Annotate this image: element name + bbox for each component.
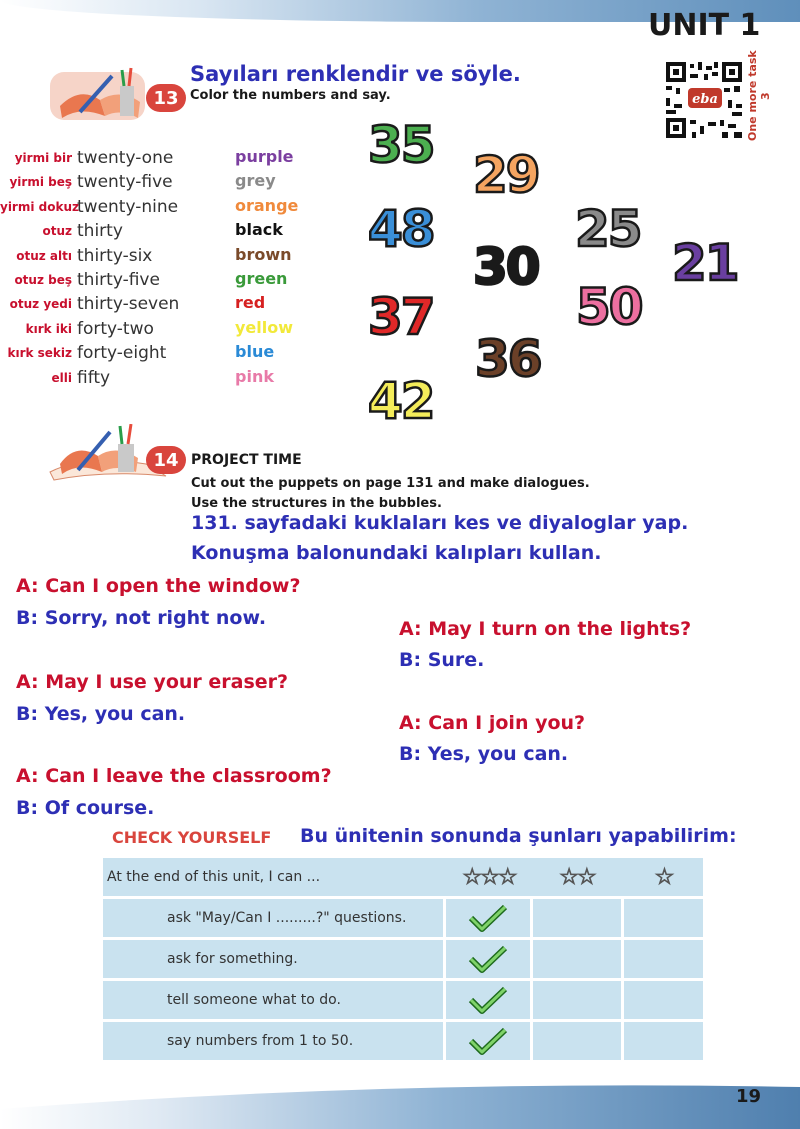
colored-number: 36 <box>475 330 541 388</box>
color-name: black <box>235 220 283 240</box>
dialogue-line-b: B: Sure. <box>399 649 485 671</box>
three-stars-icon: ☆☆☆ <box>462 864 516 890</box>
can-do-statement: say numbers from 1 to 50. <box>103 1022 443 1060</box>
checkmark-icon[interactable] <box>446 981 530 1019</box>
color-name: pink <box>235 366 274 386</box>
rating-cell-two[interactable] <box>533 981 621 1019</box>
color-name: green <box>235 268 288 288</box>
colored-number: 48 <box>368 200 434 258</box>
can-do-statement: ask for something. <box>103 940 443 978</box>
rating-cell-two[interactable] <box>533 899 621 937</box>
check-yourself-table <box>103 858 703 1063</box>
unit-title: UNIT 1 <box>648 8 761 43</box>
qr-code-icon[interactable] <box>664 60 744 140</box>
dialogue-line-b: B: Sorry, not right now. <box>16 607 267 629</box>
check-yourself-title-tr: Bu ünitenin sonunda şunları yapabilirim: <box>300 825 737 847</box>
colored-number: 35 <box>368 116 434 174</box>
activity13-title-tr: Sayıları renklendir ve söyle. <box>190 62 521 86</box>
color-name: red <box>235 293 266 313</box>
colored-number: 50 <box>576 278 642 336</box>
colored-number: 29 <box>473 146 539 204</box>
rating-cell-two[interactable] <box>533 940 621 978</box>
color-name: orange <box>235 195 299 215</box>
dialogue-line-b: B: Yes, you can. <box>16 703 186 725</box>
dialogue-line-a: A: Can I open the window? <box>16 575 301 597</box>
dialogue-line-a: A: Can I leave the classroom? <box>16 765 332 787</box>
checkmark-icon[interactable] <box>446 940 530 978</box>
color-name-column <box>235 145 298 389</box>
dialogue-line-a: A: Can I join you? <box>399 712 586 734</box>
dialogue-line-a: A: May I turn on the lights? <box>399 618 692 640</box>
table-row <box>103 981 703 1019</box>
colored-number: 21 <box>672 234 738 292</box>
rating-cell-one[interactable] <box>624 940 703 978</box>
dialogue-line-b: B: Of course. <box>16 797 155 819</box>
project-instruction-tr: 131. sayfadaki kuklaları kes ve diyaloglar yap. <box>191 512 689 534</box>
rating-cell-one[interactable] <box>624 1022 703 1060</box>
project-instruction-tr: Konuşma balonundaki kalıpları kullan. <box>191 542 602 564</box>
project-instruction-en: Cut out the puppets on page 131 and make dialogues. <box>191 476 590 491</box>
colored-number: 30 <box>473 238 539 296</box>
one-star-icon: ☆ <box>654 864 673 890</box>
activity13-title-en: Color the numbers and say. <box>190 88 391 103</box>
activity-number-badge: 13 <box>146 84 186 112</box>
svg-text:eba: eba <box>692 92 718 107</box>
checkmark-icon[interactable] <box>446 1022 530 1060</box>
colored-number: 37 <box>368 288 434 346</box>
colored-number: 42 <box>368 372 434 430</box>
rating-cell-one[interactable] <box>624 981 703 1019</box>
dialogue-line-a: A: May I use your eraser? <box>16 671 289 693</box>
table-row <box>103 940 703 978</box>
check-yourself-title: CHECK YOURSELF <box>112 828 272 847</box>
two-stars-icon: ☆☆ <box>559 864 595 890</box>
dialogue-line-b: B: Yes, you can. <box>399 743 569 765</box>
bottom-decor-band <box>0 1079 800 1129</box>
project-instruction-en: Use the structures in the bubbles. <box>191 496 442 511</box>
activity-number-badge: 14 <box>146 446 186 474</box>
english-number-column: twenty-one twenty-five twenty-nine thirty thirty-six thirty-five thirty-seven forty-two forty-eight fifty <box>77 148 180 388</box>
page-number: 19 <box>736 1086 762 1107</box>
can-do-statement: tell someone what to do. <box>103 981 443 1019</box>
color-name: grey <box>235 171 276 191</box>
colored-number: 25 <box>575 200 641 258</box>
color-name: yellow <box>235 317 294 337</box>
table-row <box>103 1022 703 1060</box>
qr-side-label: One more task 3 <box>746 50 772 142</box>
table-header-label: At the end of this unit, I can ... <box>103 858 703 896</box>
rating-cell-two[interactable] <box>533 1022 621 1060</box>
color-name: brown <box>235 244 292 264</box>
can-do-statement: ask "May/Can I .........?" questions. <box>103 899 443 937</box>
table-header-row <box>103 858 703 896</box>
checkmark-icon[interactable] <box>446 899 530 937</box>
project-time-title: PROJECT TIME <box>191 452 302 468</box>
rating-cell-one[interactable] <box>624 899 703 937</box>
table-row <box>103 899 703 937</box>
color-name: blue <box>235 342 275 362</box>
turkish-number-column: yirmi bir yirmi beş yirmi dokuz otuz otuz altı otuz beş otuz yedi kırk iki kırk sekiz elli <box>0 151 79 385</box>
color-name: purple <box>235 147 294 166</box>
